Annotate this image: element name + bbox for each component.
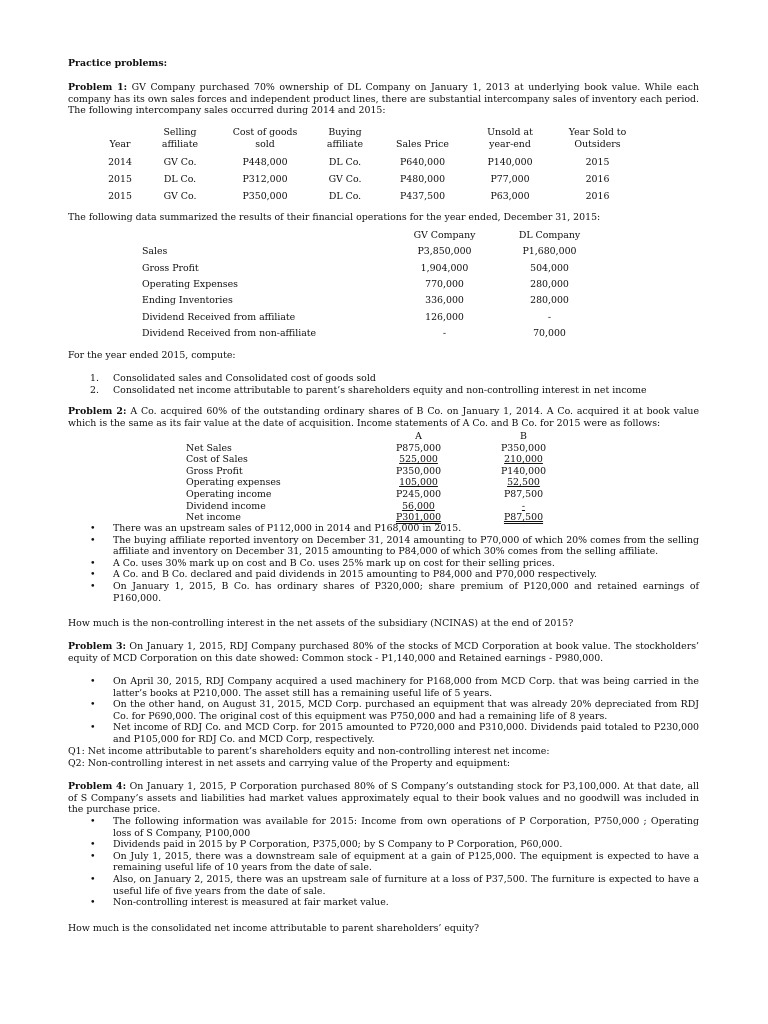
- row-label: Cost of Sales: [186, 454, 248, 466]
- table-row: [186, 489, 576, 501]
- financial-results-table: [142, 228, 602, 342]
- table-cell: 280,000: [530, 295, 569, 307]
- problem-4-intro: Problem 4: On January 1, 2015, P Corporation purchased 80% of S Company’s outstanding stock for P3,100,000. At that date, all of S Company’s assets and liabilities had market values approximately equal to their book values and no goodwill was included in the purchase price.: [68, 781, 699, 816]
- list-item: • A Co. and B Co. declared and paid dividends in 2015 amounting to P84,000 and P70,000 respectively.: [68, 569, 699, 581]
- table-row: [100, 188, 640, 205]
- table-cell: DL Co.: [328, 156, 362, 168]
- table-row: [186, 512, 576, 524]
- table-row: [142, 277, 602, 293]
- list-item: • The buying affiliate reported inventory on December 31, 2014 amounting to P70,000 of which 20% comes from the selling affiliate and inventory on December 31, 2015 amounting to P84,000 of which 30% comes from the selling affiliate.: [68, 535, 699, 558]
- table-cell: GV Co.: [163, 190, 197, 202]
- table-cell: 504,000: [530, 262, 569, 274]
- header-cell: Buying affiliate: [326, 127, 364, 150]
- table-row: [142, 325, 602, 341]
- list-item: • There was an upstream sales of P112,000 in 2014 and P168,000 in 2015.: [68, 523, 699, 535]
- row-label: Operating income: [186, 488, 272, 500]
- list-item: 2. Consolidated net income attributable to parent’s shareholders equity and non-controlling interest in net income: [90, 384, 647, 396]
- problem-4-question: How much is the consolidated net income attributable to parent shareholders’ equity?: [68, 923, 480, 934]
- page-heading: Practice problems:: [68, 58, 168, 69]
- row-label: Gross Profit: [186, 465, 243, 477]
- header-cell: GV Company: [413, 230, 476, 242]
- list-item: • Dividends paid in 2015 by P Corporation, P375,000; by S Company to P Corporation, P60,000.: [68, 839, 699, 851]
- list-item: • Also, on January 2, 2015, there was an upstream sale of furniture at a loss of P37,500. The furniture is expected to have a useful life of five years from the date of sale.: [68, 874, 699, 897]
- table-cell: P875,000: [395, 442, 442, 454]
- table-cell: 210,000: [504, 454, 543, 466]
- table-cell: P1,680,000: [522, 246, 577, 258]
- table-cell: 336,000: [425, 295, 464, 307]
- problem-3-intro: Problem 3: On January 1, 2015, RDJ Company purchased 80% of the stocks of MCD Corporation at book value. The stockholders’ equity of MCD Corporation on this date showed: Common stock - P1,140,000 and Retained earnings - P980,000.: [68, 641, 699, 664]
- header-cell: Selling affiliate: [161, 127, 199, 150]
- table-cell: P312,000: [242, 173, 288, 185]
- row-label: Net income: [186, 512, 241, 524]
- table-row: [142, 244, 602, 260]
- list-item: • A Co. uses 30% mark up on cost and B Co. uses 25% mark up on cost for their selling prices.: [68, 558, 699, 570]
- table-cell: -: [442, 327, 447, 339]
- table-header-row: [142, 228, 602, 244]
- list-item: • On the other hand, on August 31, 2015, MCD Corp. purchased an equipment that was already 20% depreciated from RDJ Co. for P690,000. The original cost of this equipment was P750,000 and had a remaining life of 8 years.: [68, 699, 699, 722]
- intercompany-sales-table: [100, 127, 640, 205]
- table-row: [100, 171, 640, 188]
- problem-1-questions: [68, 373, 699, 396]
- row-label: Dividend Received from affiliate: [142, 311, 296, 323]
- table-cell: 2016: [585, 190, 610, 202]
- table-cell: 2014: [108, 156, 132, 168]
- row-label: Operating expenses: [186, 477, 281, 489]
- table-cell: DL Co.: [328, 190, 362, 202]
- table-cell: 2015: [108, 190, 132, 202]
- table-row: [100, 154, 640, 171]
- table-cell: 2015: [585, 156, 610, 168]
- table-row: [186, 454, 576, 466]
- table-cell: GV Co.: [328, 173, 362, 185]
- header-cell: Cost of goods sold: [232, 127, 298, 150]
- table-row: [142, 260, 602, 276]
- table-cell: P350,000: [242, 190, 288, 202]
- table-cell: P87,500: [503, 512, 544, 524]
- table-cell: P77,000: [490, 173, 530, 185]
- row-label: Operating Expenses: [142, 278, 238, 290]
- compute-intro: For the year ended 2015, compute:: [68, 350, 236, 361]
- table-cell: P350,000: [500, 442, 547, 454]
- table-cell: 56,000: [402, 500, 435, 512]
- table-row: [142, 293, 602, 309]
- problem-2-intro: Problem 2: A Co. acquired 60% of the outstanding ordinary shares of B Co. on January 1, 2014. A Co. acquired it at book value which is the same as its fair value at the date of acquisition. Income statements of A Co. and B Co. for 2015 were as follows:: [68, 406, 699, 429]
- problem-3-bullets: [68, 676, 699, 746]
- table-cell: P640,000: [399, 156, 446, 168]
- table-cell: 2015: [108, 173, 132, 185]
- row-label: Sales: [142, 246, 168, 258]
- table-cell: P63,000: [490, 190, 530, 202]
- problem-1-intro: Problem 1: GV Company purchased 70% ownership of DL Company on January 1, 2013 at underlying book value. While each company has its own sales forces and independent product lines, there are substantial intercompany sales of inventory each period. The following intercompany sales occurred during 2014 and 2015:: [68, 82, 699, 117]
- table-row: [186, 443, 576, 455]
- table-row: [186, 501, 576, 513]
- table-cell: P87,500: [503, 488, 544, 500]
- table-cell: P437,500: [399, 190, 446, 202]
- problem-3-question-2: Q2: Non-controlling interest in net assets and carrying value of the Property and equipment:: [68, 758, 510, 769]
- table-cell: 1,904,000: [420, 262, 469, 274]
- row-label: Gross Profit: [142, 262, 199, 274]
- row-label: Dividend income: [186, 500, 266, 512]
- list-item: • The following information was available for 2015: Income from own operations of P Corporation, P750,000 ; Operating loss of S Company, P100,000: [68, 816, 699, 839]
- table-cell: 770,000: [425, 278, 464, 290]
- table-cell: 525,000: [399, 454, 438, 466]
- table-header-row: [186, 431, 576, 443]
- header-cell: Year: [109, 138, 131, 150]
- table-cell: P3,850,000: [417, 246, 472, 258]
- header-cell: B: [520, 431, 527, 442]
- table-cell: GV Co.: [163, 156, 197, 168]
- row-label: Dividend Received from non-affiliate: [142, 327, 317, 339]
- list-item: 1. Consolidated sales and Consolidated cost of goods sold: [90, 373, 376, 384]
- table-cell: P245,000: [395, 488, 442, 500]
- table-cell: 70,000: [533, 327, 566, 339]
- table-row: [186, 466, 576, 478]
- header-cell: Sales Price: [396, 138, 449, 150]
- list-item: • Non-controlling interest is measured at fair market value.: [68, 897, 699, 909]
- financial-summary-intro: The following data summarized the results of their financial operations for the year ended, December 31, 2015:: [68, 212, 601, 223]
- problem-3-question-1: Q1: Net income attributable to parent’s shareholders equity and non-controlling interest net income:: [68, 746, 550, 757]
- header-cell: A: [415, 431, 422, 442]
- table-cell: -: [547, 311, 552, 323]
- table-cell: P448,000: [242, 156, 288, 168]
- row-label: Net Sales: [186, 442, 232, 454]
- list-item: • On January 1, 2015, B Co. has ordinary shares of P320,000; share premium of P120,000 and retained earnings of P160,000.: [68, 581, 699, 604]
- table-cell: 52,500: [507, 477, 540, 489]
- table-cell: P480,000: [399, 173, 446, 185]
- table-cell: 105,000: [399, 477, 438, 489]
- list-item: • Net income of RDJ Co. and MCD Corp. for 2015 amounted to P720,000 and P310,000. Dividends paid totaled to P230,000 and P105,000 for RDJ Co. and MCD Corp, respectively.: [68, 722, 699, 745]
- table-cell: DL Co.: [163, 173, 197, 185]
- table-cell: P301,000: [395, 512, 442, 524]
- problem-2-question: How much is the non-controlling interest in the net assets of the subsidiary (NCINAS) at the end of 2015?: [68, 618, 574, 629]
- table-cell: 2016: [585, 173, 610, 185]
- table-cell: P350,000: [395, 465, 442, 477]
- list-item: • On July 1, 2015, there was a downstream sale of equipment at a gain of P125,000. The equipment is expected to have a remaining useful life of 10 years from the date of sale.: [68, 851, 699, 874]
- table-cell: 280,000: [530, 278, 569, 290]
- problem-4-bullets: [68, 816, 699, 909]
- table-row: [186, 477, 576, 489]
- table-cell: 126,000: [425, 311, 464, 323]
- income-statement-table: [186, 431, 576, 524]
- header-cell: Year Sold to Outsiders: [568, 127, 627, 150]
- problem-2-bullets: [68, 523, 699, 604]
- table-cell: -: [521, 500, 526, 512]
- table-row: [142, 309, 602, 325]
- table-header-row: [100, 127, 640, 150]
- table-cell: P140,000: [500, 465, 547, 477]
- list-item: • On April 30, 2015, RDJ Company acquired a used machinery for P168,000 from MCD Corp. that was being carried in the latter’s books at P210,000. The asset still has a remaining useful life of 5 years.: [68, 676, 699, 699]
- table-cell: P140,000: [487, 156, 533, 168]
- row-label: Ending Inventories: [142, 295, 233, 307]
- header-cell: Unsold at year-end: [487, 127, 533, 150]
- header-cell: DL Company: [518, 230, 581, 242]
